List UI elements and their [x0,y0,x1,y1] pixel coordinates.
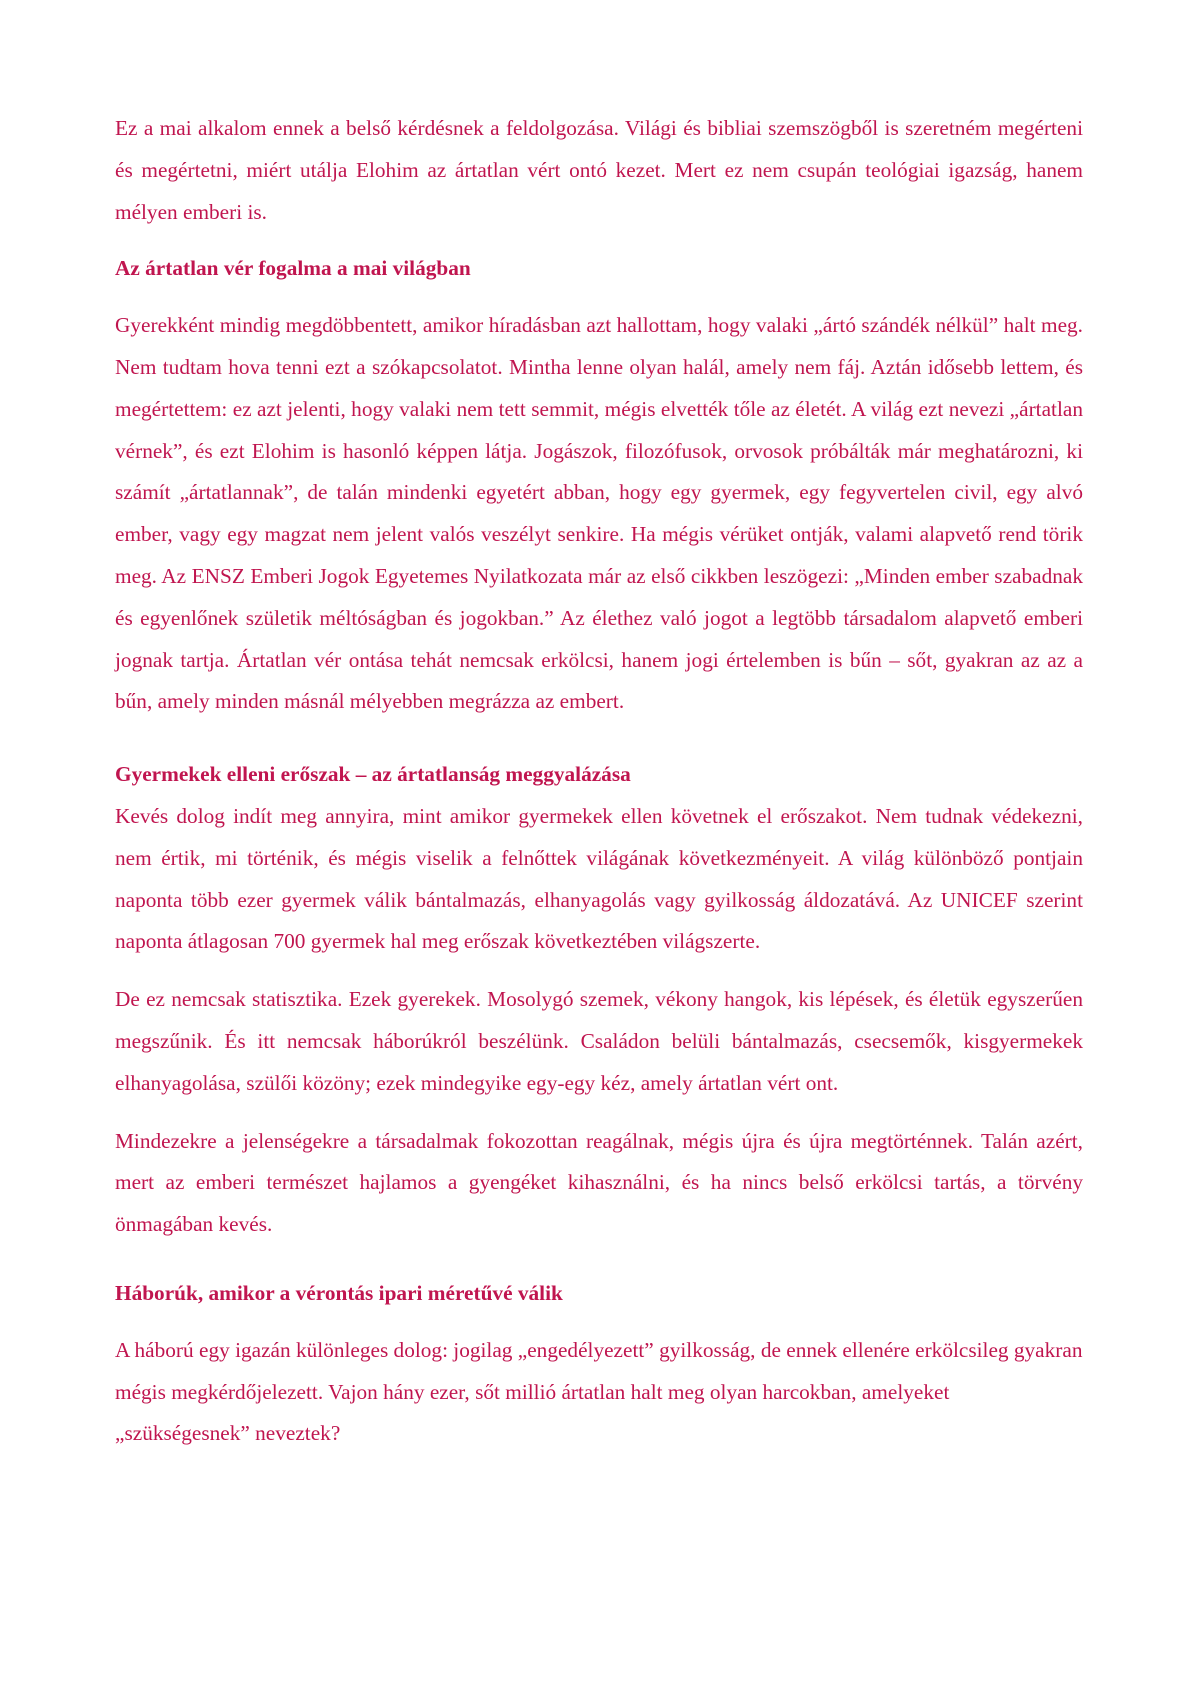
paragraph-violence-children: Kevés dolog indít meg annyira, mint amikor gyermekek ellen követnek el erőszakot. Nem tudnak védekezni, nem értik, mi történik, és mégis viselik a felnőttek világának következményeit. A világ különböző pontjain naponta több ezer gyermek válik bántalmazás, elhanyagolás vagy gyilkosság áldozatává. Az UNICEF szerint naponta átlagosan 700 gyermek hal meg erőszak következtében világszerte. [115,803,1083,954]
spacer [115,1315,1083,1330]
paragraph-intro: Ez a mai alkalom ennek a belső kérdésnek a feldolgozása. Világi és bibliai szemszögből is szeretném megérteni és megértetni, miért utálja Elohim az ártatlan vért ontó kezet. Mert ez nem csupán teológiai igazság, hanem mélyen emberi is. [115,116,1083,224]
section-heading-violence-against-children: Gyermekek elleni erőszak – az ártatlanság meggyalázása [115,762,631,787]
paragraph-not-statistics: De ez nemcsak statisztika. Ezek gyerekek. Mosolygó szemek, vékony hangok, kis lépések, és életük egyszerűen megszűnik. És itt nemcsak háborúkról beszélünk. Családon belüli bántalmazás, csecsemők, kisgyermekek elhanyagolása, szülői közöny; ezek mindegyike egy-egy kéz, amely ártatlan vért ont. [115,987,1083,1095]
spacer [115,233,1083,248]
paragraph-society-reaction: Mindezekre a jelenségekre a társadalmak fokozottan reagálnak, mégis újra és újra megtörténnek. Talán azért, mert az emberi természet hajlamos a gyengéket kihasználni, és ha nincs belső erkölcsi tartás, a törvény önmagában kevés. [115,1128,1083,1237]
paragraph-innocent-blood: Gyerekként mindig megdöbbentett, amikor híradásban azt hallottam, hogy valaki „ártó szándék nélkül” halt meg. Nem tudtam hova tenni ezt a szókapcsolatot. Mintha lenne olyan halál, amely nem fáj. Aztán idősebb lettem, és megértettem: ez azt jelenti, hogy valaki nem tett semmit, mégis elvették tőle az életét. A világ ezt nevezi „ártatlan vérnek”, és ezt Elohim is hasonló képpen látja. Jogászok, filozófusok, orvosok próbálták már meghatározni, ki számít „ártatlannak”, de talán mindenki egyetért abban, hogy egy gyermek, egy fegyvertelen civil, egy alvó ember, vagy egy magzat nem jelent valós veszélyt senkire. Ha mégis vérüket ontják, valami alapvető rend törik meg. Az ENSZ Emberi Jogok Egyetemes Nyilatkozata már az első cikkben leszögezi: „Minden ember szabadnak és egyenlőnek születik méltóságban és jogokban.” Az élethez való jogot a legtöbb társadalom alapvető emberi jognak tartja. Ártatlan vér ontása tehát nemcsak erkölcsi, hanem jogi értelemben is bűn – sőt, gyakran az az a bűn, amely minden másnál mélyebben megrázza az embert. [115,313,1083,714]
document-page [115,108,1083,1455]
paragraph-wars: A háború egy igazán különleges dolog: jogilag „engedélyezett” gyilkosság, de ennek ellenére erkölcsileg gyakran mégis megkérdőjelezett. Vajon hány ezer, sőt millió ártatlan halt meg olyan harcokban, amelyeket „szükségesnek” neveztek? [115,1337,1083,1446]
spacer [115,1105,1083,1121]
section-heading-innocent-blood: Az ártatlan vér fogalma a mai világban [115,256,471,281]
section-heading-wars: Háborúk, amikor a vérontás ipari méretűvé válik [115,1280,563,1305]
spacer [115,723,1083,754]
spacer [115,1246,1083,1273]
spacer [115,290,1083,305]
spacer [115,963,1083,979]
